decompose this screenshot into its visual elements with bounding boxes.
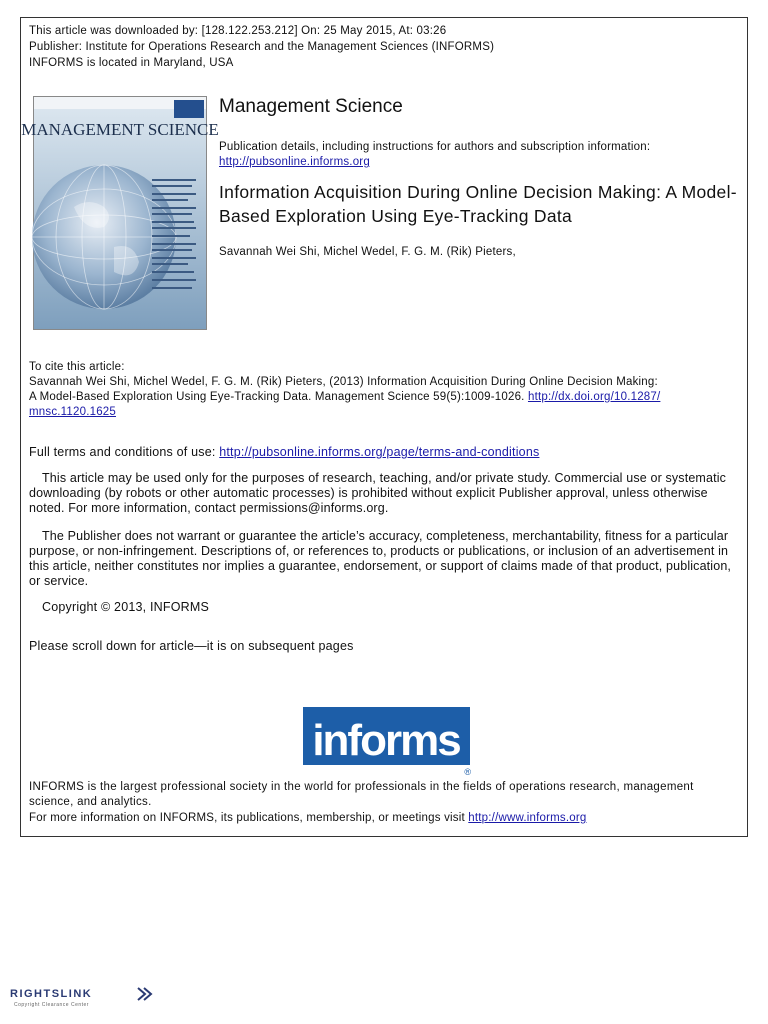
informs-logo (303, 707, 470, 775)
rightslink-logo (10, 986, 160, 1013)
informs-logo-mark (303, 707, 477, 775)
informs-logo-text: informs (312, 716, 460, 765)
usage-paragraph: This article may be used only for the purposes of research, teaching, and/or private study. Commercial use or systematic downloading (by robots or other automatic processes) is prohibited without explicit Publisher approval, unless otherwise noted. For more information, contact permissions@informs.org. (29, 471, 727, 515)
journal-cover-art (21, 97, 219, 329)
journal-name: Management Science (219, 96, 403, 117)
terms-line (29, 445, 539, 460)
citation-text: A Model-Based Exploration Using Eye-Tracking Data. Management Science 59(5):1009-1026. (29, 391, 525, 403)
publication-link[interactable]: http://pubsonline.informs.org (219, 156, 370, 168)
scroll-note: Please scroll down for article—it is on subsequent pages (29, 639, 354, 653)
publication-details: Publication details, including instructions for authors and subscription information: (219, 141, 651, 153)
registered-mark: ® (464, 767, 471, 777)
rightslink-mark (10, 986, 160, 1008)
article-authors: Savannah Wei Shi, Michel Wedel, F. G. M. (Rik) Pieters, (219, 246, 516, 258)
publisher-info: Publisher: Institute for Operations Research and the Management Sciences (INFORMS) (29, 41, 495, 53)
download-info: This article was downloaded by: [128.122.253.212] On: 25 May 2015, At: 03:26 (29, 25, 447, 37)
doi-link-continued[interactable]: mnsc.1120.1625 (29, 406, 116, 418)
doi-link[interactable]: http://dx.doi.org/10.1287/ (527, 391, 661, 403)
copyright: Copyright © 2013, INFORMS (42, 600, 210, 614)
article-title: Information Acquisition During Online Decision Making: A Model-Based Exploration Using Eye-Tracking Data (219, 182, 737, 226)
citation-line-2 (29, 390, 660, 405)
cover-title: MANAGEMENT SCIENCE (21, 120, 219, 139)
journal-cover-image (21, 96, 219, 330)
cite-label: To cite this article: (29, 361, 125, 373)
informs-more-line (29, 811, 586, 826)
warranty-paragraph: The Publisher does not warrant or guarantee the article’s accuracy, completeness, merchantability, fitness for a particular purpose, or non-infringement. Descriptions of, or references to, products or publications, or inclusion of an advertisement in this article, neither constitutes nor implies a guarantee, endorsement, or support of claims made of that product, publication, or service. (29, 529, 732, 588)
informs-about: INFORMS is the largest professional society in the world for professionals in the fields of operations research, management science, and analytics. (29, 781, 694, 808)
cover-page-frame (20, 17, 748, 837)
terms-link[interactable]: http://pubsonline.informs.org/page/terms-and-conditions (219, 445, 540, 459)
informs-website-link[interactable]: http://www.informs.org (468, 812, 587, 824)
rightslink-tagline: Copyright Clearance Center (14, 1002, 89, 1008)
publisher-location: INFORMS is located in Maryland, USA (29, 57, 234, 69)
terms-label: Full terms and conditions of use: (29, 445, 220, 459)
rightslink-brand: RIGHTSLINK (10, 988, 93, 1000)
informs-more-text: For more information on INFORMS, its publications, membership, or meetings visit (29, 812, 469, 824)
citation-line-1: Savannah Wei Shi, Michel Wedel, F. G. M. (Rik) Pieters, (2013) Information Acquisition During Online Decision Making: (29, 376, 658, 388)
